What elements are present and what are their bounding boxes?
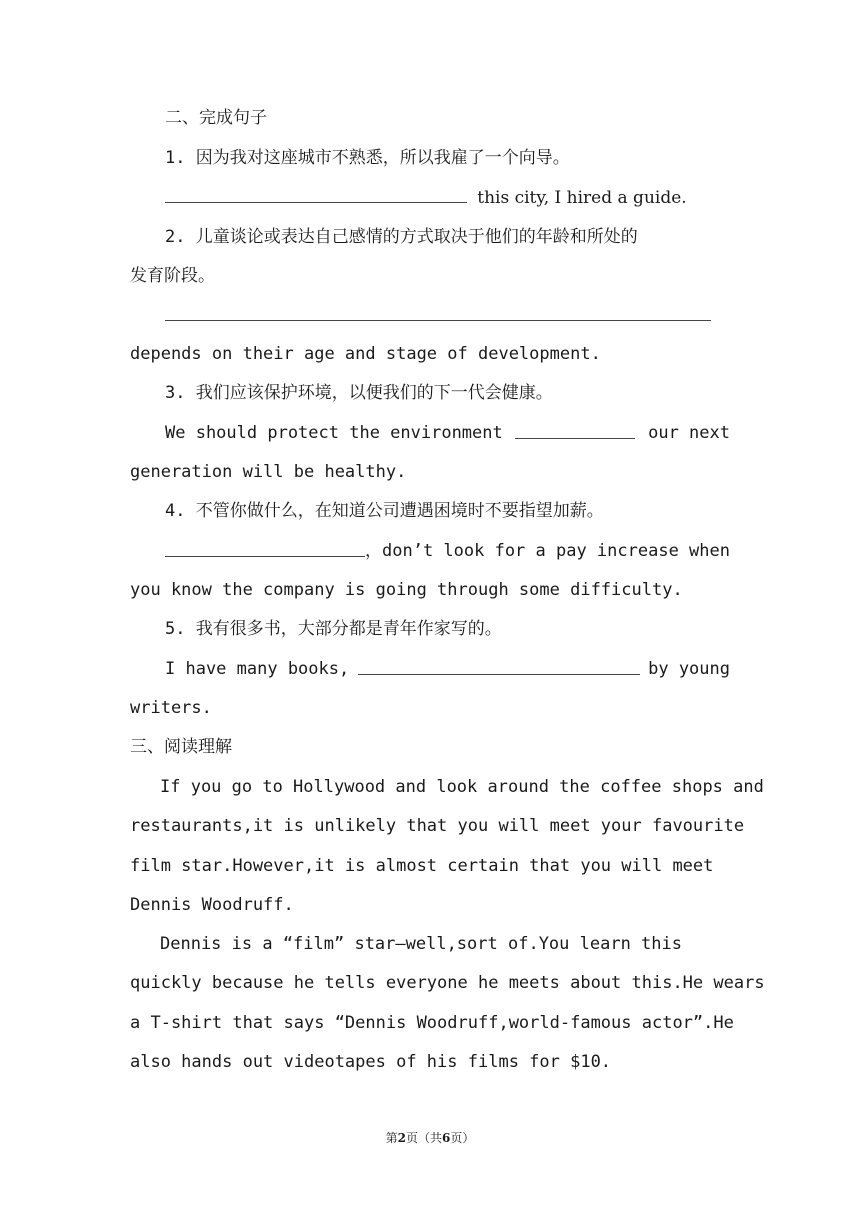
answer-blank[interactable] (165, 539, 365, 557)
passage-line: quickly because he tells everyone he meets about this.He wears (130, 973, 765, 993)
passage-line: a T-shirt that says “Dennis Woodruff,world-famous actor”.He (130, 1013, 734, 1033)
footer-prefix: 第 (385, 1131, 398, 1145)
answer-blank[interactable] (515, 421, 635, 439)
question-1-prompt: 1. 因为我对这座城市不熟悉，所以我雇了一个向导。 (165, 148, 570, 168)
question-3-prompt: 3. 我们应该保护环境，以便我们的下一代会健康。 (165, 383, 553, 403)
question-1-english-tail: this city, I hired a guide. (477, 188, 687, 208)
question-4-prompt: 4. 不管你做什么，在知道公司遭遇困境时不要指望加薪。 (165, 501, 604, 521)
question-3-english-head: We should protect the environment (165, 423, 503, 443)
passage-line: Dennis Woodruff. (130, 895, 294, 915)
answer-blank[interactable] (165, 303, 711, 321)
question-3-english-line2: generation will be healthy. (130, 462, 407, 482)
answer-blank[interactable] (165, 185, 467, 203)
section-heading: 三、阅读理解 (130, 737, 232, 757)
question-2-prompt-line1: 2. 儿童谈论或表达自己感情的方式取决于他们的年龄和所处的 (165, 227, 638, 247)
section-heading: 二、完成句子 (165, 108, 267, 128)
question-3-english-tail: our next (648, 423, 730, 443)
question-5-prompt: 5. 我有很多书，大部分都是青年作家写的。 (165, 619, 502, 639)
question-4-answer-line (165, 539, 730, 563)
footer-suffix: 页） (450, 1131, 475, 1145)
passage-line: If you go to Hollywood and look around the coffee shops and (160, 777, 764, 797)
question-5-english-head: I have many books, (165, 659, 350, 679)
question-2-english-tail: depends on their age and stage of development. (130, 344, 601, 364)
passage-line: Dennis is a “film” star—well,sort of.You learn this (160, 934, 682, 954)
answer-blank[interactable] (358, 657, 640, 675)
question-4-english-line2: you know the company is going through some difficulty. (130, 580, 683, 600)
question-5-answer-line (165, 657, 730, 681)
question-2-prompt-line2: 发育阶段。 (130, 266, 215, 286)
question-5-english-line2: writers. (130, 698, 212, 718)
question-3-answer-line (165, 421, 730, 445)
question-1-answer-line (165, 185, 730, 210)
question-4-english-tail: ，don’t look for a pay increase when (365, 541, 730, 561)
passage-line: film star.However,it is almost certain that you will meet (130, 856, 714, 876)
passage-line: also hands out videotapes of his films for $10. (130, 1052, 612, 1072)
passage-line: restaurants,it is unlikely that you will meet your favourite (130, 816, 745, 836)
question-2-answer-line (165, 303, 730, 328)
question-5-english-tail: by young (648, 659, 730, 679)
page-footer (0, 1130, 860, 1146)
current-page-number: 2 (397, 1131, 406, 1145)
total-page-count: 6 (442, 1131, 451, 1145)
footer-mid: 页（共 (405, 1131, 442, 1145)
